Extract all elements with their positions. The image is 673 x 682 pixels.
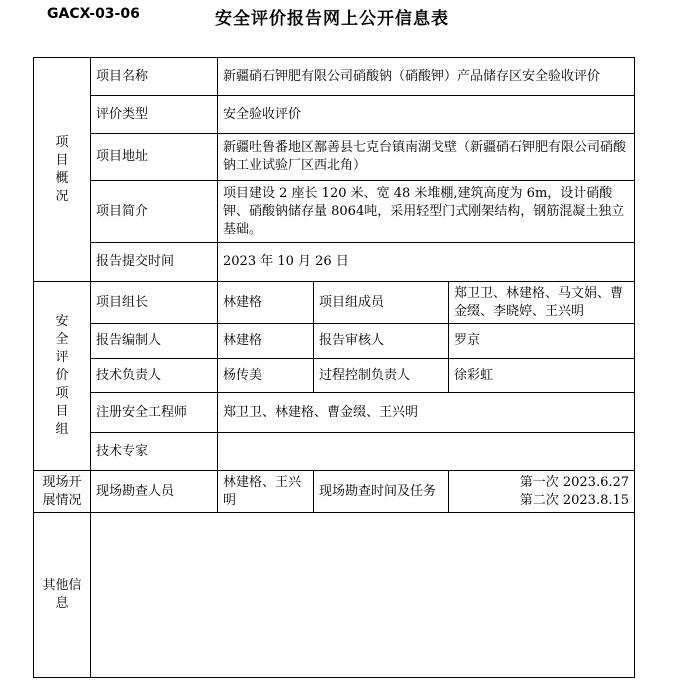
other-value bbox=[91, 513, 635, 678]
author-label: 报告编制人 bbox=[91, 324, 218, 359]
process-label: 过程控制负责人 bbox=[314, 359, 449, 393]
row-site bbox=[34, 471, 635, 513]
tech-value: 杨传美 bbox=[218, 359, 314, 393]
form-title: 安全评价报告网上公开信息表 bbox=[215, 9, 449, 29]
project-name-label: 项目名称 bbox=[91, 58, 218, 96]
row-address bbox=[34, 134, 635, 181]
inspectors-label: 现场勘查人员 bbox=[91, 471, 218, 513]
author-value: 林建格 bbox=[218, 324, 314, 359]
row-tech bbox=[34, 359, 635, 393]
project-name-value: 新疆硝石钾肥有限公司硝酸钠（硝酸钾）产品储存区安全验收评价 bbox=[218, 58, 635, 96]
section-site-label: 现场开展情况 bbox=[34, 471, 91, 513]
row-project-name bbox=[34, 58, 635, 96]
address-value: 新疆吐鲁番地区鄯善县七克台镇南湖戈壁（新疆硝石钾肥有限公司硝酸钠工业试验厂区西北角） bbox=[218, 134, 635, 181]
row-team-leader bbox=[34, 282, 635, 324]
address-label: 项目地址 bbox=[91, 134, 218, 181]
info-table bbox=[33, 57, 635, 678]
engineers-label: 注册安全工程师 bbox=[91, 393, 218, 433]
row-summary bbox=[34, 181, 635, 243]
members-value: 郑卫卫、林建格、马文娟、曹金缀、李晓婷、王兴明 bbox=[449, 282, 635, 324]
form-code: GACX-03-06 bbox=[47, 6, 140, 22]
visit-first: 第一次 2023.6.27 bbox=[519, 474, 630, 490]
site-time-label: 现场勘查时间及任务 bbox=[314, 471, 449, 513]
leader-value: 林建格 bbox=[218, 282, 314, 324]
eval-type-value: 安全验收评价 bbox=[218, 96, 635, 134]
summary-value: 项目建设 2 座长 120 米、宽 48 米堆棚,建筑高度为 6m，设计硝酸钾、硝酸钠储存量 8064吨，采用轻型门式刚架结构，钢筋混凝土独立基础。 bbox=[218, 181, 635, 243]
row-expert bbox=[34, 433, 635, 471]
members-label: 项目组成员 bbox=[314, 282, 449, 324]
expert-label: 技术专家 bbox=[91, 433, 218, 471]
visit-second: 第二次 2023.8.15 bbox=[519, 492, 630, 508]
section-other-label: 其他信息 bbox=[34, 513, 91, 678]
summary-label: 项目简介 bbox=[91, 181, 218, 243]
reviewer-value: 罗京 bbox=[449, 324, 635, 359]
engineers-value: 郑卫卫、林建格、曹金缀、王兴明 bbox=[218, 393, 635, 433]
expert-value bbox=[218, 433, 635, 471]
inspectors-value: 林建格、王兴明 bbox=[218, 471, 314, 513]
process-value: 徐彩虹 bbox=[449, 359, 635, 393]
row-engineers bbox=[34, 393, 635, 433]
submit-time-label: 报告提交时间 bbox=[91, 243, 218, 282]
submit-time-value: 2023 年 10 月 26 日 bbox=[218, 243, 635, 282]
tech-label: 技术负责人 bbox=[91, 359, 218, 393]
reviewer-label: 报告审核人 bbox=[314, 324, 449, 359]
row-eval-type bbox=[34, 96, 635, 134]
row-author bbox=[34, 324, 635, 359]
site-time-value bbox=[449, 471, 635, 513]
section-team-label: 安全评价项目组 bbox=[34, 282, 91, 471]
row-submit-time bbox=[34, 243, 635, 282]
row-other bbox=[34, 513, 635, 678]
eval-type-label: 评价类型 bbox=[91, 96, 218, 134]
section-overview-label: 项目概况 bbox=[34, 58, 91, 282]
leader-label: 项目组长 bbox=[91, 282, 218, 324]
